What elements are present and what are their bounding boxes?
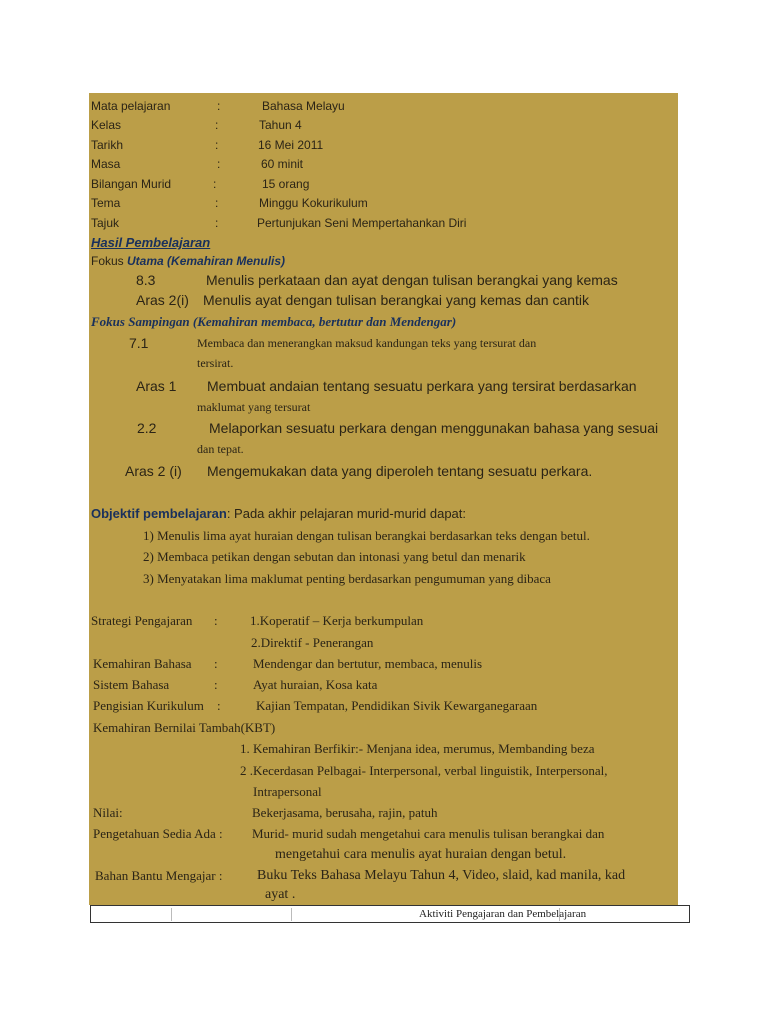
strategi-sep: : xyxy=(214,613,218,628)
table-divider xyxy=(171,908,172,921)
info-value-bilangan-murid: 15 orang xyxy=(262,177,310,191)
samp-item-line2: maklumat yang tersurat xyxy=(197,400,311,414)
info-sep: : xyxy=(215,118,219,132)
info-value-tajuk: Pertunjukan Seni Mempertahankan Diri xyxy=(257,216,467,230)
fokus-prefix: Fokus xyxy=(91,254,128,268)
fokus-utama-label: Utama (Kemahiran Menulis) xyxy=(127,254,286,268)
info-sep: : xyxy=(215,216,219,230)
strategi-label: Strategi Pengajaran xyxy=(91,613,193,628)
info-value-masa: 60 minit xyxy=(261,157,304,171)
kbt-item: 1. Kemahiran Berfikir:- Menjana idea, merumus, Membanding beza xyxy=(240,741,595,756)
activity-table-title: Aktiviti Pengajaran dan Pembelajaran xyxy=(419,908,587,920)
samp-item-code: Aras 2 (i) xyxy=(125,463,182,479)
objektif-item: 3) Menyatakan lima maklumat penting berdasarkan pengumuman yang dibaca xyxy=(143,571,551,586)
kbt-label: Kemahiran Bernilai Tambah(KBT) xyxy=(93,720,276,735)
kbt-item: Intrapersonal xyxy=(253,784,322,799)
info-sep: : xyxy=(217,157,221,171)
hasil-item-text: Menulis perkataan dan ayat dengan tulisan berangkai yang kemas xyxy=(206,272,618,288)
pengetahuan-line2: mengetahui cara menulis ayat huraian dengan betul. xyxy=(275,847,567,862)
strategi-item: 1.Koperatif – Kerja berkumpulan xyxy=(250,613,424,628)
samp-item-code: 7.1 xyxy=(129,335,149,351)
objektif-item: 1) Menulis lima ayat huraian dengan tulisan berangkai berdasarkan teks dengan betul. xyxy=(143,528,590,543)
detail-value-pengisian-kurikulum: Kajian Tempatan, Pendidikan Sivik Kewarganegaraan xyxy=(256,698,538,713)
bahan-line1: Buku Teks Bahasa Melayu Tahun 4, Video, slaid, kad manila, kad xyxy=(257,868,626,883)
pengetahuan-label: Pengetahuan Sedia Ada : xyxy=(93,826,223,841)
info-label-tajuk: Tajuk xyxy=(91,216,120,230)
hasil-item-text: Menulis ayat dengan tulisan berangkai yang kemas dan cantik xyxy=(203,292,590,308)
strategi-item: 2.Direktif - Penerangan xyxy=(251,635,374,650)
fokus-utama-line xyxy=(91,254,285,268)
detail-sep: : xyxy=(217,698,221,713)
detail-sep: : xyxy=(214,656,218,671)
nilai-label: Nilai: xyxy=(93,805,123,820)
detail-value-kemahiran-bahasa: Mendengar dan bertutur, membaca, menulis xyxy=(253,656,483,671)
info-sep: : xyxy=(217,99,221,113)
detail-value-sistem-bahasa: Ayat huraian, Kosa kata xyxy=(253,677,378,692)
detail-sep: : xyxy=(214,677,218,692)
info-label-tema: Tema xyxy=(91,196,121,210)
objektif-intro: : Pada akhir pelajaran murid-murid dapat: xyxy=(226,506,467,521)
samp-item-line1: Membuat andaian tentang sesuatu perkara yang tersirat berdasarkan xyxy=(207,378,637,394)
detail-label-pengisian-kurikulum: Pengisian Kurikulum xyxy=(93,698,204,713)
samp-item-line1: Membaca dan menerangkan maksud kandungan teks yang tersurat dan xyxy=(197,336,537,350)
info-value-mata-pelajaran: Bahasa Melayu xyxy=(262,99,345,113)
hasil-heading: Hasil Pembelajaran xyxy=(91,235,211,250)
info-sep: : xyxy=(215,196,219,210)
bahan-line2: ayat . xyxy=(265,887,296,902)
samp-item-code: 2.2 xyxy=(137,420,157,436)
info-label-tarikh: Tarikh xyxy=(91,138,124,152)
lesson-plan-panel xyxy=(89,93,678,905)
nilai-value: Bekerjasama, berusaha, rajin, patuh xyxy=(252,805,438,820)
table-divider xyxy=(291,908,292,921)
info-sep: : xyxy=(215,138,219,152)
samp-item-line1: Mengemukakan data yang diperoleh tentang sesuatu perkara. xyxy=(207,463,593,479)
detail-label-sistem-bahasa: Sistem Bahasa xyxy=(93,677,170,692)
pengetahuan-line1: Murid- murid sudah mengetahui cara menulis tulisan berangkai dan xyxy=(252,826,605,841)
info-label-bilangan-murid: Bilangan Murid xyxy=(91,177,172,191)
info-value-kelas: Tahun 4 xyxy=(259,118,302,132)
detail-label-kemahiran-bahasa: Kemahiran Bahasa xyxy=(93,656,192,671)
info-sep: : xyxy=(213,177,217,191)
info-value-tarikh: 16 Mei 2011 xyxy=(258,138,324,152)
hasil-item-code: 8.3 xyxy=(136,272,156,288)
bahan-label: Bahan Bantu Mengajar : xyxy=(95,868,223,883)
samp-item-code: Aras 1 xyxy=(136,378,177,394)
kbt-item: 2 .Kecerdasan Pelbagai- Interpersonal, verbal linguistik, Interpersonal, xyxy=(240,763,608,778)
activity-table-header xyxy=(90,905,690,923)
info-label-mata-pelajaran: Mata pelajaran xyxy=(91,99,171,113)
fokus-sampingan-label: Fokus Sampingan (Kemahiran membaca, bertutur dan Mendengar) xyxy=(91,314,457,329)
samp-item-line1: Melaporkan sesuatu perkara dengan menggunakan bahasa yang sesuai xyxy=(209,420,659,436)
info-value-tema: Minggu Kokurikulum xyxy=(259,196,368,210)
objektif-label: Objektif pembelajaran xyxy=(91,506,227,521)
samp-item-line2: tersirat. xyxy=(197,356,234,370)
info-label-kelas: Kelas xyxy=(91,118,122,132)
objektif-item: 2) Membaca petikan dengan sebutan dan intonasi yang betul dan menarik xyxy=(143,549,526,564)
objektif-line xyxy=(91,506,466,521)
info-label-masa: Masa xyxy=(91,157,121,171)
hasil-item-code: Aras 2(i) xyxy=(136,292,189,308)
samp-item-line2: dan tepat. xyxy=(197,442,244,456)
